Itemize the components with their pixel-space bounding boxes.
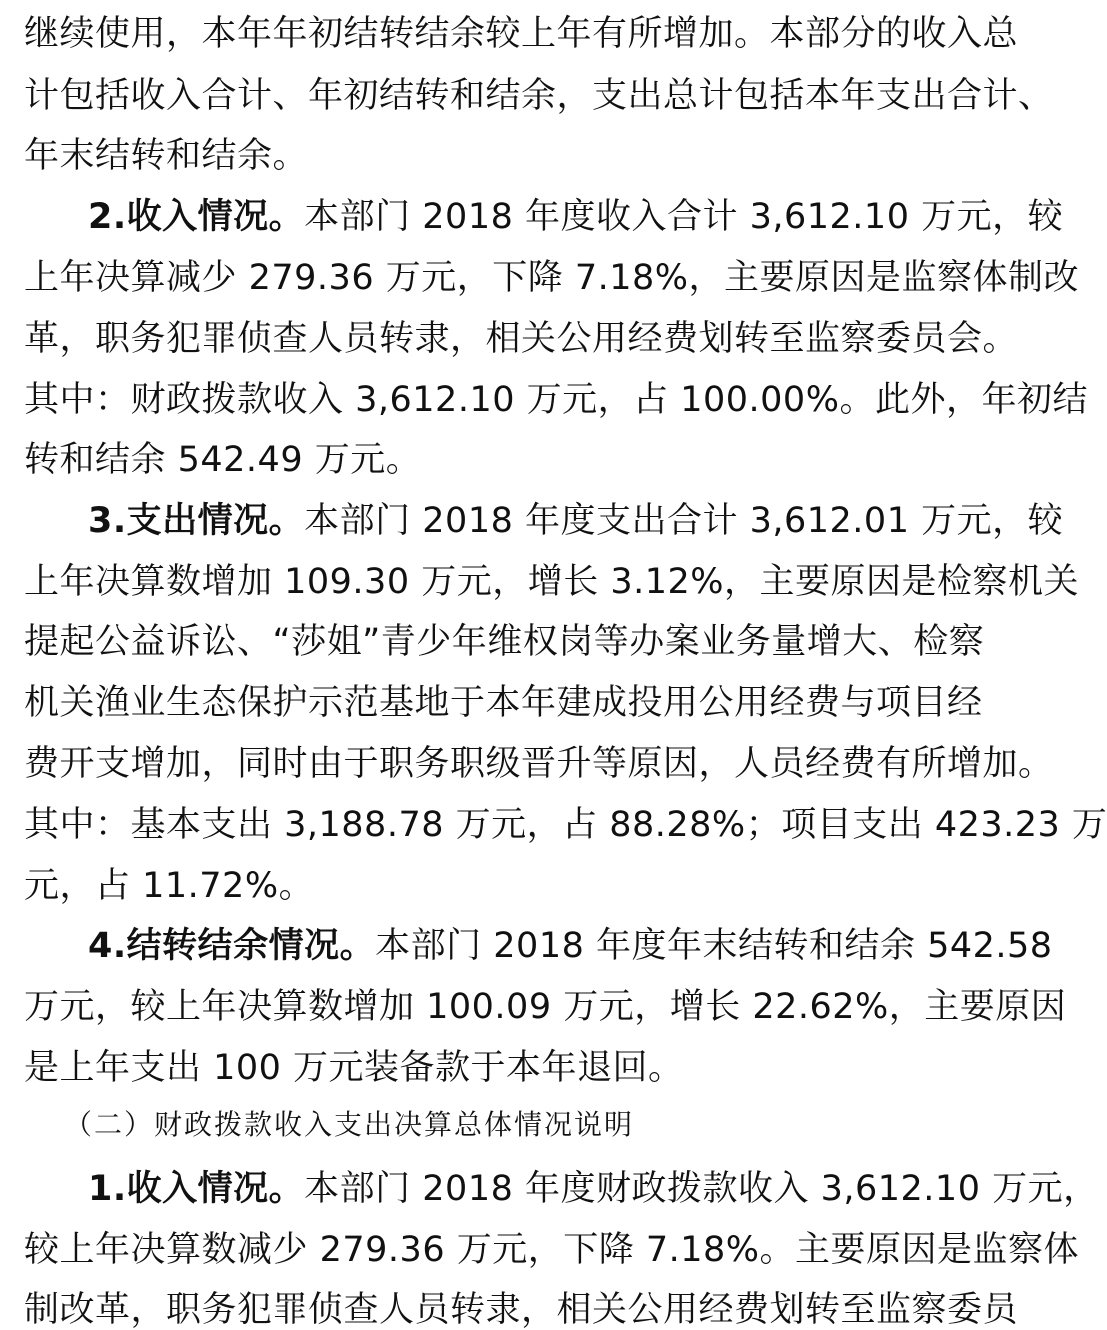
paragraph-line: 其中：基本支出 3,188.78 万元，占 88.28%；项目支出 423.23 万	[24, 805, 1107, 845]
paragraph-line: 革，职务犯罪侦查人员转隶，相关公用经费划转至监察委员会。	[24, 319, 1019, 359]
paragraph-line: 年末结转和结余。	[24, 136, 309, 176]
paragraph-line: 继续使用，本年年初结转结余较上年有所增加。本部分的收入总	[24, 14, 1019, 54]
section-lead: 4.结转结余情况。	[88, 926, 376, 966]
section-fiscal-income-heading-line	[88, 1169, 1099, 1209]
section-carryover-heading-line	[88, 926, 1053, 966]
subsection-heading: （二）财政拨款收入支出决算总体情况说明	[64, 1108, 635, 1141]
section-expense-heading-line	[88, 501, 1064, 541]
paragraph-line: 万元，较上年决算数增加 100.09 万元，增长 22.62%，主要原因	[24, 987, 1067, 1027]
section-lead: 2.收入情况。	[88, 197, 305, 237]
paragraph-line: 提起公益诉讼、“莎姐”青少年维权岗等办案业务量增大、检察	[24, 622, 985, 662]
paragraph-text: 本部门 2018 年度支出合计 3,612.01 万元，较	[304, 501, 1064, 541]
paragraph-line: 较上年决算数减少 279.36 万元，下降 7.18%。主要原因是监察体	[24, 1230, 1080, 1270]
paragraph-line: 是上年支出 100 万元装备款于本年退回。	[24, 1048, 684, 1088]
section-income-heading-line	[88, 197, 1064, 237]
paragraph-line: 转和结余 542.49 万元。	[24, 440, 422, 480]
paragraph-text: 本部门 2018 年度财政拨款收入 3,612.10 万元，	[304, 1169, 1099, 1209]
paragraph-line: 机关渔业生态保护示范基地于本年建成投用公用经费与项目经	[24, 683, 983, 723]
paragraph-text: 本部门 2018 年度年末结转和结余 542.58	[375, 926, 1053, 966]
paragraph-line: 计包括收入合计、年初结转和结余，支出总计包括本年支出合计、	[24, 76, 1054, 116]
paragraph-line: 上年决算数增加 109.30 万元，增长 3.12%，主要原因是检察机关	[24, 562, 1080, 602]
paragraph-text: 本部门 2018 年度收入合计 3,612.10 万元，较	[304, 197, 1064, 237]
paragraph-line: 费开支增加，同时由于职务职级晋升等原因，人员经费有所增加。	[24, 744, 1054, 784]
paragraph-line: 其中：财政拨款收入 3,612.10 万元，占 100.00%。此外，年初结	[24, 380, 1088, 420]
paragraph-line: 上年决算减少 279.36 万元，下降 7.18%，主要原因是监察体制改	[24, 258, 1080, 298]
section-lead: 1.收入情况。	[88, 1169, 305, 1209]
paragraph-line: 制改革，职务犯罪侦查人员转隶，相关公用经费划转至监察委员	[24, 1290, 1019, 1330]
section-lead: 3.支出情况。	[88, 501, 305, 541]
paragraph-line: 元，占 11.72%。	[24, 866, 315, 906]
